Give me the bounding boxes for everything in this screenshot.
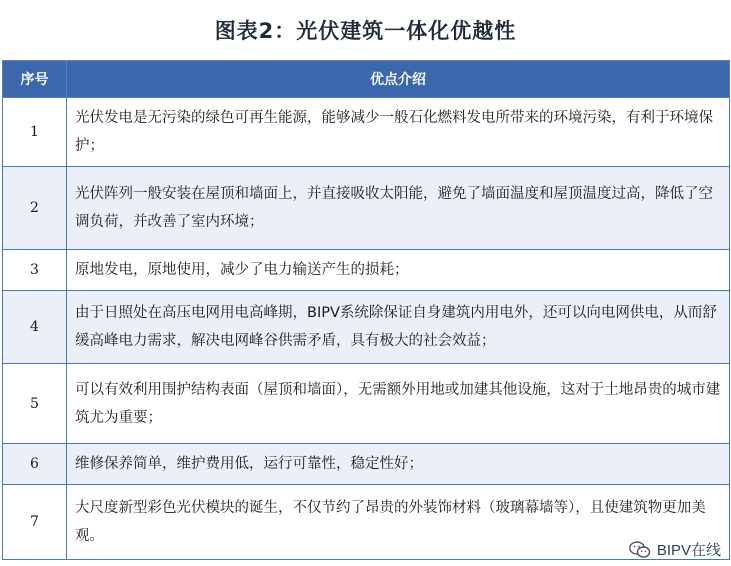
table-row xyxy=(3,167,730,250)
advantages-table xyxy=(2,60,730,560)
row-number: 2 xyxy=(3,167,67,250)
figure-title: 图表2：光伏建筑一体化优越性 xyxy=(214,19,517,43)
wechat-icon xyxy=(629,541,651,559)
row-number: 5 xyxy=(3,364,67,444)
row-description: 可以有效利用围护结构表面（屋顶和墙面），无需额外用地或加建其他设施，这对于土地昂贵的城市建筑尤为重要； xyxy=(67,364,730,444)
row-description: 光伏发电是无污染的绿色可再生能源，能够减少一般石化燃料发电所带来的环境污染，有利于环境保护； xyxy=(67,98,730,167)
table-row xyxy=(3,364,730,444)
row-description: 维修保养简单，维护费用低，运行可靠性，稳定性好； xyxy=(67,444,730,485)
table-row xyxy=(3,250,730,291)
row-number: 4 xyxy=(3,291,67,364)
column-header-advantages: 优点介绍 xyxy=(67,61,730,98)
row-number: 7 xyxy=(3,485,67,560)
row-description: 由于日照处在高压电网用电高峰期，BIPV系统除保证自身建筑内用电外，还可以向电网供电，从而舒缓高峰电力需求，解决电网峰谷供需矛盾，具有极大的社会效益； xyxy=(67,291,730,364)
column-header-number: 序号 xyxy=(3,61,67,98)
row-number: 6 xyxy=(3,444,67,485)
row-number: 3 xyxy=(3,250,67,291)
row-number: 1 xyxy=(3,98,67,167)
table-row xyxy=(3,485,730,560)
table-row xyxy=(3,291,730,364)
table-row xyxy=(3,444,730,485)
table-row xyxy=(3,98,730,167)
row-description: 原地发电，原地使用，减少了电力输送产生的损耗； xyxy=(67,250,730,291)
row-description: 光伏阵列一般安装在屋顶和墙面上，并直接吸收太阳能，避免了墙面温度和屋顶温度过高，降低了空调负荷，并改善了室内环境； xyxy=(67,167,730,250)
watermark-text: BIPV在线 xyxy=(656,542,721,559)
source-watermark xyxy=(629,539,721,560)
table-header-row xyxy=(3,61,730,98)
row-description: 大尺度新型彩色光伏模块的诞生，不仅节约了昂贵的外装饰材料（玻璃幕墙等），且使建筑物更加美观。 xyxy=(67,485,730,560)
